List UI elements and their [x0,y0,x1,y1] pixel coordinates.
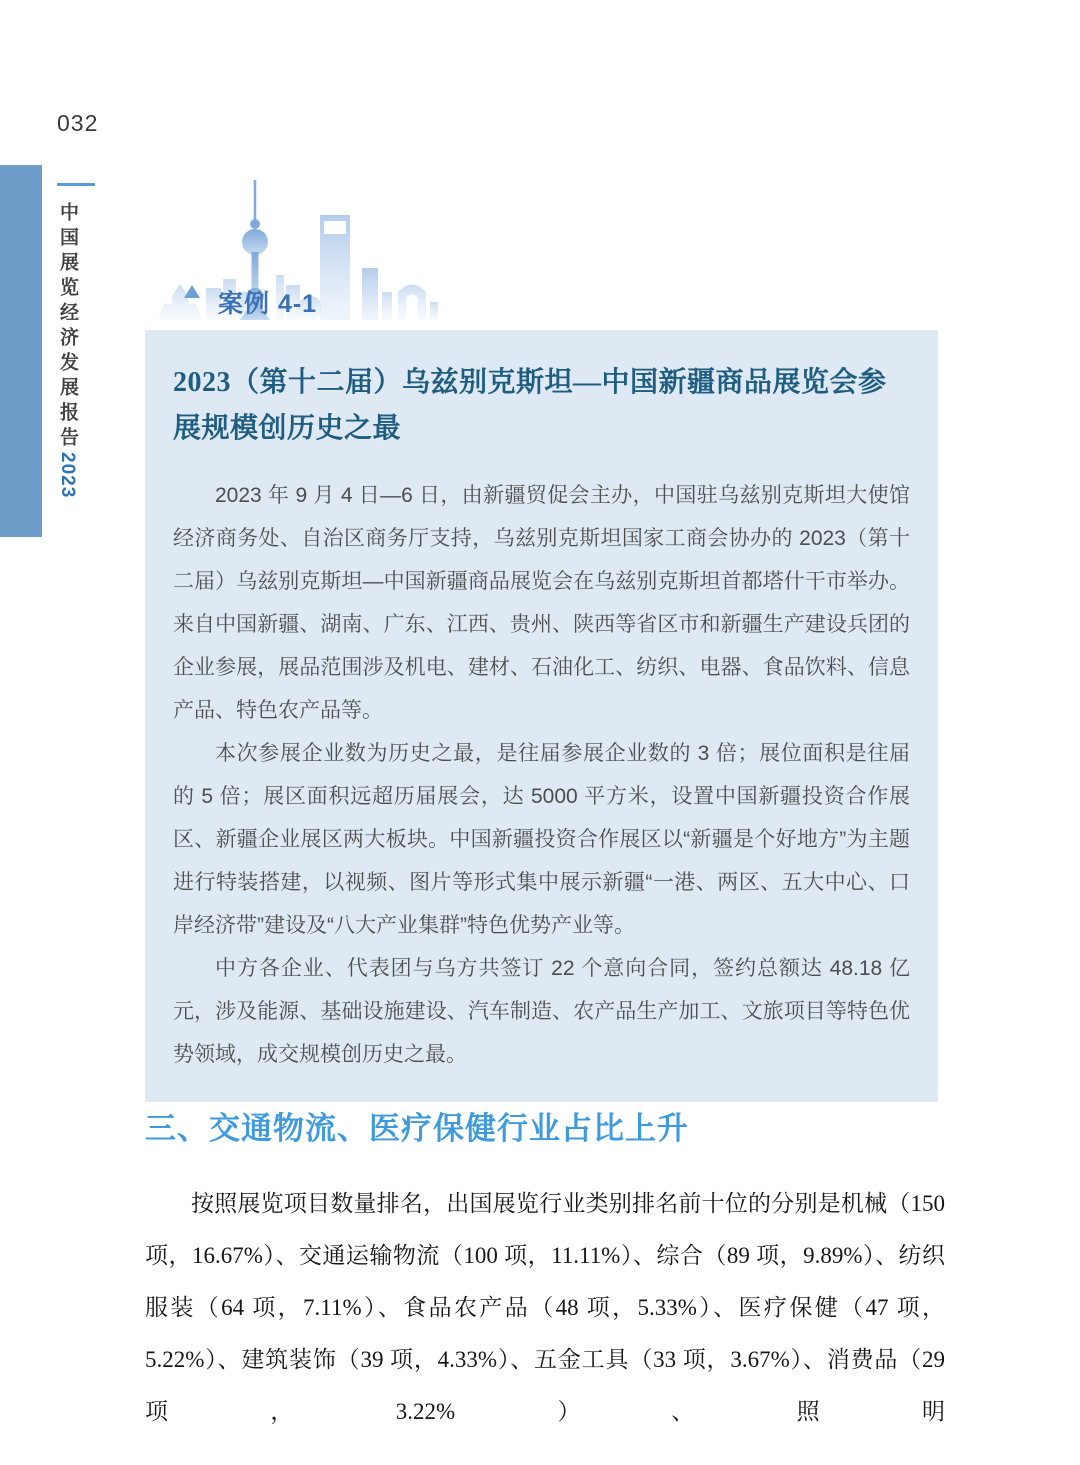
case-box-paragraph-1: 2023 年 9 月 4 日—6 日，由新疆贸促会主办，中国驻乌兹别克斯坦大使馆经济商务处、自治区商务厅支持，乌兹别克斯坦国家工商会协办的 2023（第十二届）乌兹别克斯坦—中国新疆商品展览会在乌兹别克斯坦首都塔什干市举办。来自中国新疆、湖南、广东、江西、贵州、陕西等省区市和新疆生产建设兵团的企业参展，展品范围涉及机电、建材、石油化工、纺织、电器、食品饮料、信息产品、特色农产品等。 [173,484,910,722]
report-vertical-title [54,202,81,542]
page-number: 032 [57,110,99,136]
case-box-title: 2023（第十二届）乌兹别克斯坦—中国新疆商品展览会参展规模创历史之最 [173,367,887,444]
case-box-paragraph-2: 本次参展企业数为历史之最，是往届参展企业数的 3 倍；展位面积是往届的 5 倍；展区面积远超历届展会，达 5000 平方米，设置中国新疆投资合作展区、新疆企业展区两大板块。中国新疆投资合作展区以“新疆是个好地方”为主题进行特装搭建，以视频、图片等形式集中展示新疆“一港、两区、五大中心、口岸经济带”建设及“八大产业集群”特色优势产业等。 [173,742,910,937]
case-study-box [145,330,938,1102]
case-badge-label: 案例 4-1 [218,290,318,318]
section-paragraph: 按照展览项目数量排名，出国展览行业类别排名前十位的分别是机械（150 项，16.67%）、交通运输物流（100 项，11.11%）、综合（89 项，9.89%）、纺织服装（64 项，7.11%）、食品农产品（48 项，5.33%）、医疗保健（47 项，5.22%）、建筑装饰（39 项，4.33%）、五金工具（33 项，3.67%）、消费品（29 项，3.22%）、照明 [145,1191,945,1424]
case-box-paragraph-3: 中方各企业、代表团与乌方共签订 22 个意向合同，签约总额达 48.18 亿元，涉及能源、基础设施建设、汽车制造、农产品生产加工、文旅项目等特色优势领域，成交规模创历史之最。 [173,957,910,1066]
report-title-text: 中国展览经济发展报告 [57,202,78,452]
sidebar-divider-rule [57,183,95,186]
report-year-text: 2023 [57,452,78,499]
section-heading: 三、交通物流、医疗保健行业占比上升 [145,1111,689,1146]
left-margin-bar [0,165,42,537]
